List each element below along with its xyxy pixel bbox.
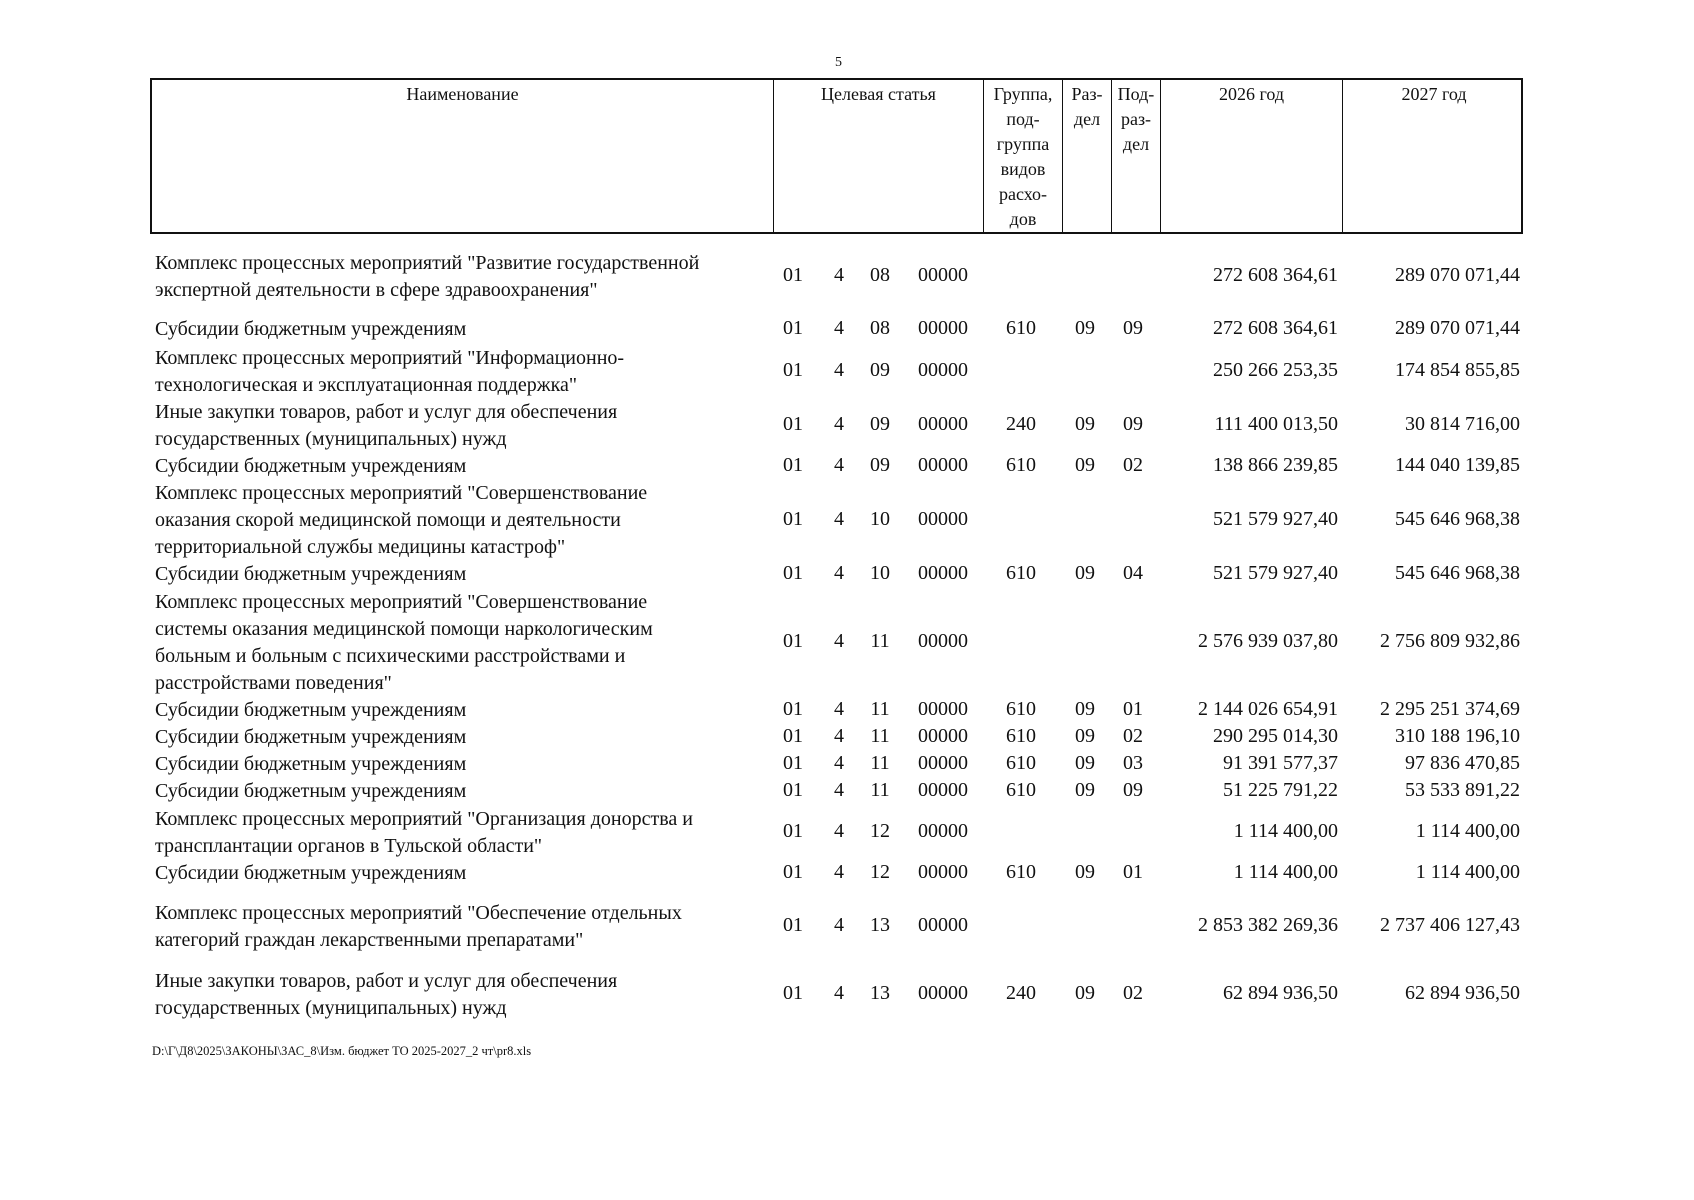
row-name xyxy=(155,806,755,860)
code-direction: 00000 xyxy=(918,507,968,530)
subsection: 09 xyxy=(1123,413,1143,435)
row-name-line: Иные закупки товаров, работ и услуг для обеспечения xyxy=(155,970,618,992)
code-structural: 09 xyxy=(870,453,890,476)
subsection: 09 xyxy=(1123,316,1143,339)
header-target-article xyxy=(773,80,983,232)
code-subprogram: 4 xyxy=(834,820,844,842)
header-name-label: Наименование xyxy=(406,84,519,104)
subsection: 02 xyxy=(1123,453,1143,476)
code-program: 01 xyxy=(783,507,803,530)
table-header xyxy=(150,78,1523,234)
section: 09 xyxy=(1075,316,1095,339)
code-structural: 10 xyxy=(870,507,890,530)
header-subsection-line: Под- xyxy=(1117,84,1155,104)
code-program: 01 xyxy=(783,413,803,435)
amount-2026: 521 579 927,40 xyxy=(1213,561,1338,584)
expense-group: 610 xyxy=(1006,860,1036,883)
section: 09 xyxy=(1075,413,1095,435)
row-name-line: территориальной службы медицины катастроф" xyxy=(155,536,566,558)
header-expense-group xyxy=(983,80,1062,232)
expense-group: 610 xyxy=(1006,778,1036,801)
code-direction: 00000 xyxy=(918,359,968,381)
amount-2027: 30 814 716,00 xyxy=(1405,413,1520,435)
amount-2026: 272 608 364,61 xyxy=(1213,316,1338,339)
amount-2026: 290 295 014,30 xyxy=(1213,724,1338,747)
code-subprogram: 4 xyxy=(834,751,844,774)
code-direction: 00000 xyxy=(918,982,968,1004)
code-subprogram: 4 xyxy=(834,507,844,530)
amount-2026: 2 576 939 037,80 xyxy=(1198,630,1338,652)
row-name-line: трансплантации органов в Тульской области" xyxy=(155,835,543,857)
code-structural: 10 xyxy=(870,561,890,584)
amount-2027: 545 646 968,38 xyxy=(1395,507,1520,530)
amount-2026: 2 144 026 654,91 xyxy=(1198,697,1338,720)
code-program: 01 xyxy=(783,316,803,339)
code-subprogram: 4 xyxy=(834,359,844,381)
row-name-line: технологическая и эксплуатационная поддержка" xyxy=(155,374,578,396)
code-subprogram: 4 xyxy=(834,413,844,435)
code-structural: 11 xyxy=(870,751,890,774)
section: 09 xyxy=(1075,860,1095,883)
table-row xyxy=(150,860,1523,887)
code-subprogram: 4 xyxy=(834,724,844,747)
code-direction: 00000 xyxy=(918,860,968,883)
code-subprogram: 4 xyxy=(834,914,844,936)
subsection: 02 xyxy=(1123,982,1143,1004)
expense-group: 610 xyxy=(1006,453,1036,476)
code-subprogram: 4 xyxy=(834,630,844,652)
row-name-line: Субсидии бюджетным учреждениям xyxy=(155,862,467,884)
header-subsection xyxy=(1111,80,1160,232)
section: 09 xyxy=(1075,751,1095,774)
row-name-line: Иные закупки товаров, работ и услуг для обеспечения xyxy=(155,401,618,423)
code-direction: 00000 xyxy=(918,751,968,774)
amount-2027: 289 070 071,44 xyxy=(1395,264,1520,286)
header-expense-group-line: под- xyxy=(1006,109,1040,129)
row-name-line: Субсидии бюджетным учреждениям xyxy=(155,318,467,340)
header-subsection-line: дел xyxy=(1122,134,1150,154)
row-name-line: экспертной деятельности в сфере здравоохранения" xyxy=(155,279,598,301)
code-direction: 00000 xyxy=(918,778,968,801)
row-name xyxy=(155,480,755,561)
section: 09 xyxy=(1075,561,1095,584)
row-name-line: Субсидии бюджетным учреждениям xyxy=(155,780,467,802)
row-name-line: Субсидии бюджетным учреждениям xyxy=(155,563,467,585)
subsection: 04 xyxy=(1123,561,1143,584)
section: 09 xyxy=(1075,982,1095,1004)
row-name-line: больным и больным с психическими расстройствами и xyxy=(155,645,626,667)
row-name xyxy=(155,724,755,751)
header-year-2027 xyxy=(1342,80,1525,232)
code-structural: 11 xyxy=(870,724,890,747)
header-section-line: Раз- xyxy=(1071,84,1103,104)
row-name xyxy=(155,860,755,887)
row-name xyxy=(155,589,755,697)
row-name-line: государственных (муниципальных) нужд xyxy=(155,997,507,1019)
row-name-line: Комплекс процессных мероприятий "Развитие государственной xyxy=(155,252,700,274)
amount-2027: 1 114 400,00 xyxy=(1415,820,1520,842)
amount-2027: 2 295 251 374,69 xyxy=(1380,697,1520,720)
row-name xyxy=(155,751,755,778)
table-row xyxy=(150,900,1523,954)
expense-group: 610 xyxy=(1006,751,1036,774)
code-direction: 00000 xyxy=(918,724,968,747)
code-direction: 00000 xyxy=(918,820,968,842)
table-row xyxy=(150,724,1523,751)
code-subprogram: 4 xyxy=(834,982,844,1004)
header-expense-group-line: Группа, xyxy=(993,84,1053,104)
amount-2027: 310 188 196,10 xyxy=(1395,724,1520,747)
section: 09 xyxy=(1075,778,1095,801)
code-direction: 00000 xyxy=(918,914,968,936)
amount-2026: 250 266 253,35 xyxy=(1213,359,1338,381)
row-name-line: Комплекс процессных мероприятий "Обеспечение отдельных xyxy=(155,902,682,924)
amount-2027: 545 646 968,38 xyxy=(1395,561,1520,584)
table-row xyxy=(150,480,1523,561)
row-name-line: Субсидии бюджетным учреждениям xyxy=(155,699,467,721)
header-section-line: дел xyxy=(1073,109,1101,129)
row-name xyxy=(155,345,755,399)
expense-group: 240 xyxy=(1006,413,1036,435)
row-name-line: расстройствами поведения" xyxy=(155,672,392,694)
code-subprogram: 4 xyxy=(834,264,844,286)
code-structural: 11 xyxy=(870,697,890,720)
table-row xyxy=(150,250,1523,304)
header-year-2026-label: 2026 год xyxy=(1218,84,1285,104)
code-structural: 13 xyxy=(870,982,890,1004)
code-program: 01 xyxy=(783,359,803,381)
amount-2026: 51 225 791,22 xyxy=(1223,778,1338,801)
table-row xyxy=(150,589,1523,697)
code-direction: 00000 xyxy=(918,561,968,584)
expense-group: 610 xyxy=(1006,561,1036,584)
table-row xyxy=(150,399,1523,453)
code-program: 01 xyxy=(783,561,803,584)
code-structural: 08 xyxy=(870,316,890,339)
amount-2027: 2 737 406 127,43 xyxy=(1380,914,1520,936)
amount-2026: 1 114 400,00 xyxy=(1233,860,1338,883)
code-structural: 13 xyxy=(870,914,890,936)
amount-2027: 174 854 855,85 xyxy=(1395,359,1520,381)
table-row xyxy=(150,316,1523,343)
row-name-line: Комплекс процессных мероприятий "Информационно- xyxy=(155,347,625,369)
file-path-footer: D:\Г\Д8\2025\ЗАКОНЫ\ЗАС_8\Изм. бюджет ТО 2025-2027_2 чт\pr8.xls xyxy=(152,1044,532,1058)
amount-2027: 144 040 139,85 xyxy=(1395,453,1520,476)
row-name xyxy=(155,968,755,1022)
row-name xyxy=(155,561,755,588)
amount-2027: 1 114 400,00 xyxy=(1415,860,1520,883)
header-expense-group-line: группа xyxy=(996,134,1050,154)
amount-2027: 2 756 809 932,86 xyxy=(1380,630,1520,652)
code-subprogram: 4 xyxy=(834,316,844,339)
table-row xyxy=(150,561,1523,588)
row-name xyxy=(155,250,755,304)
code-program: 01 xyxy=(783,860,803,883)
row-name-line: Субсидии бюджетным учреждениям xyxy=(155,455,467,477)
row-name-line: Комплекс процессных мероприятий "Совершенствование xyxy=(155,482,648,504)
expense-group: 610 xyxy=(1006,724,1036,747)
code-structural: 09 xyxy=(870,413,890,435)
table-row xyxy=(150,968,1523,1022)
subsection: 01 xyxy=(1123,697,1143,720)
expense-group: 240 xyxy=(1006,982,1036,1004)
amount-2026: 272 608 364,61 xyxy=(1213,264,1338,286)
subsection: 09 xyxy=(1123,778,1143,801)
row-name-line: Субсидии бюджетным учреждениям xyxy=(155,726,467,748)
code-structural: 09 xyxy=(870,359,890,381)
amount-2027: 53 533 891,22 xyxy=(1405,778,1520,801)
code-program: 01 xyxy=(783,751,803,774)
row-name xyxy=(155,453,755,480)
header-year-2026 xyxy=(1160,80,1342,232)
code-structural: 08 xyxy=(870,264,890,286)
code-subprogram: 4 xyxy=(834,778,844,801)
row-name-line: оказания скорой медицинской помощи и деятельности xyxy=(155,509,621,531)
row-name xyxy=(155,697,755,724)
code-program: 01 xyxy=(783,264,803,286)
table-row xyxy=(150,697,1523,724)
table-row xyxy=(150,345,1523,399)
amount-2026: 138 866 239,85 xyxy=(1213,453,1338,476)
header-section xyxy=(1062,80,1111,232)
code-subprogram: 4 xyxy=(834,697,844,720)
amount-2026: 521 579 927,40 xyxy=(1213,507,1338,530)
code-direction: 00000 xyxy=(918,413,968,435)
code-direction: 00000 xyxy=(918,630,968,652)
code-structural: 12 xyxy=(870,860,890,883)
code-program: 01 xyxy=(783,724,803,747)
code-subprogram: 4 xyxy=(834,860,844,883)
code-direction: 00000 xyxy=(918,316,968,339)
subsection: 02 xyxy=(1123,724,1143,747)
header-expense-group-line: расхо- xyxy=(998,184,1048,204)
section: 09 xyxy=(1075,697,1095,720)
header-target-article-label: Целевая статья xyxy=(821,84,936,104)
table-row xyxy=(150,778,1523,805)
row-name-line: Комплекс процессных мероприятий "Совершенствование xyxy=(155,591,648,613)
table-row xyxy=(150,751,1523,778)
amount-2027: 62 894 936,50 xyxy=(1405,982,1520,1004)
amount-2027: 97 836 470,85 xyxy=(1405,751,1520,774)
amount-2026: 62 894 936,50 xyxy=(1223,982,1338,1004)
section: 09 xyxy=(1075,453,1095,476)
code-program: 01 xyxy=(783,982,803,1004)
table-row xyxy=(150,453,1523,480)
row-name xyxy=(155,399,755,453)
code-program: 01 xyxy=(783,914,803,936)
code-program: 01 xyxy=(783,778,803,801)
amount-2026: 2 853 382 269,36 xyxy=(1198,914,1338,936)
row-name-line: системы оказания медицинской помощи наркологическим xyxy=(155,618,653,640)
code-program: 01 xyxy=(783,453,803,476)
row-name-line: Комплекс процессных мероприятий "Организация донорства и xyxy=(155,808,693,830)
code-program: 01 xyxy=(783,697,803,720)
code-structural: 12 xyxy=(870,820,890,842)
row-name xyxy=(155,900,755,954)
code-direction: 00000 xyxy=(918,264,968,286)
code-direction: 00000 xyxy=(918,453,968,476)
expense-group: 610 xyxy=(1006,697,1036,720)
amount-2026: 111 400 013,50 xyxy=(1214,413,1338,435)
header-year-2027-label: 2027 год xyxy=(1401,84,1467,104)
row-name-line: государственных (муниципальных) нужд xyxy=(155,428,507,450)
code-structural: 11 xyxy=(870,778,890,801)
section: 09 xyxy=(1075,724,1095,747)
code-subprogram: 4 xyxy=(834,453,844,476)
amount-2026: 1 114 400,00 xyxy=(1233,820,1338,842)
code-program: 01 xyxy=(783,630,803,652)
code-direction: 00000 xyxy=(918,697,968,720)
amount-2026: 91 391 577,37 xyxy=(1223,751,1338,774)
code-structural: 11 xyxy=(870,630,890,652)
code-program: 01 xyxy=(783,820,803,842)
header-subsection-line: раз- xyxy=(1120,109,1152,129)
subsection: 03 xyxy=(1123,751,1143,774)
page-number: 5 xyxy=(835,55,842,70)
row-name xyxy=(155,778,755,805)
header-expense-group-line: видов xyxy=(1000,159,1046,179)
row-name-line: Субсидии бюджетным учреждениям xyxy=(155,753,467,775)
expense-group: 610 xyxy=(1006,316,1036,339)
row-name xyxy=(155,316,755,343)
header-expense-group-line: дов xyxy=(1009,209,1037,229)
row-name-line: категорий граждан лекарственными препаратами" xyxy=(155,929,584,951)
table-row xyxy=(150,806,1523,860)
subsection: 01 xyxy=(1123,860,1143,883)
amount-2027: 289 070 071,44 xyxy=(1395,316,1520,339)
header-name xyxy=(152,80,773,232)
code-subprogram: 4 xyxy=(834,561,844,584)
